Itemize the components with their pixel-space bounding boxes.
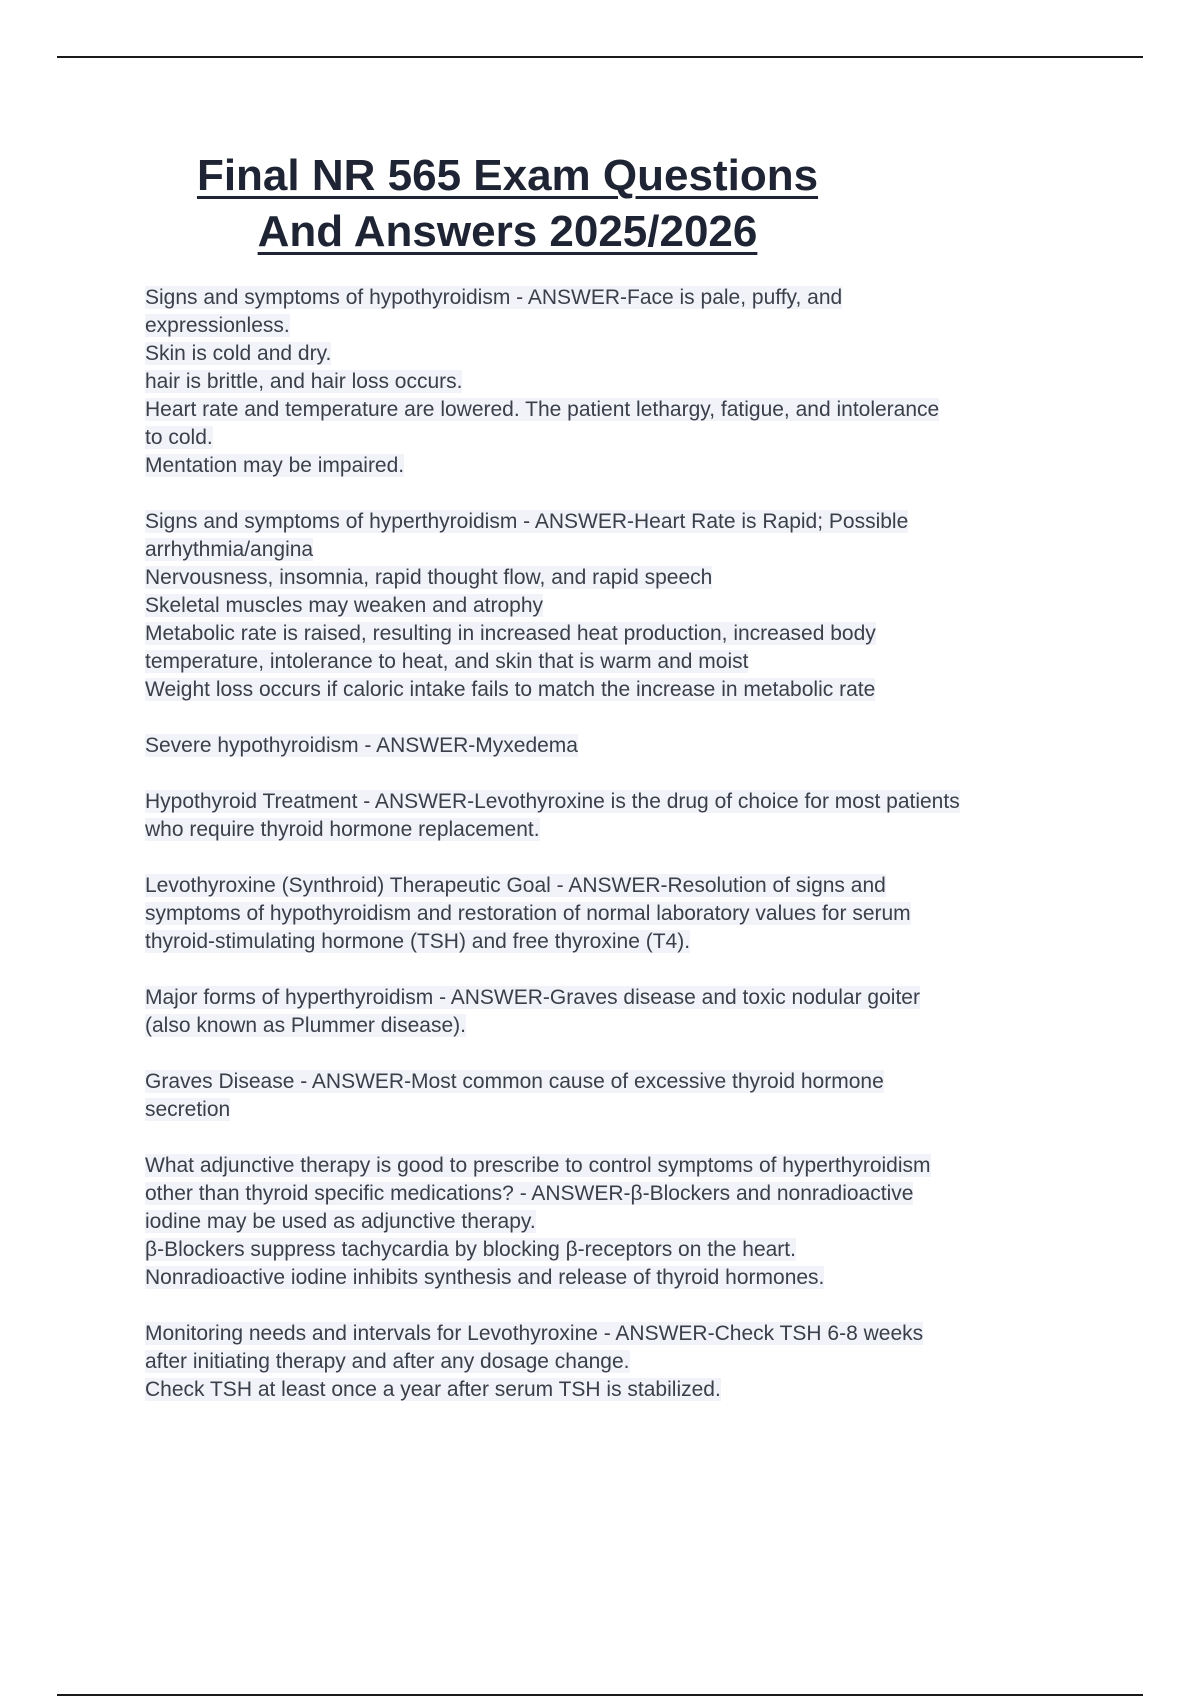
qa-line xyxy=(145,452,1095,480)
qa-line xyxy=(145,1012,1095,1040)
qa-line xyxy=(145,620,1095,648)
qa-line xyxy=(145,284,1095,312)
qa-line xyxy=(145,732,1095,760)
qa-line-text: secretion xyxy=(145,1098,231,1121)
qa-line-text: Skeletal muscles may weaken and atrophy xyxy=(145,594,544,617)
qa-line-text: Mentation may be impaired. xyxy=(145,454,405,477)
qa-line xyxy=(145,1096,1095,1124)
qa-line-text: temperature, intolerance to heat, and skin that is warm and moist xyxy=(145,650,749,673)
qa-item xyxy=(145,1068,1095,1124)
qa-line-text: Major forms of hyperthyroidism - ANSWER-Graves disease and toxic nodular goiter xyxy=(145,986,920,1009)
bottom-divider xyxy=(57,1694,1143,1696)
qa-line-text: hair is brittle, and hair loss occurs. xyxy=(145,370,463,393)
qa-line xyxy=(145,368,1095,396)
qa-line xyxy=(145,984,1095,1012)
qa-line xyxy=(145,788,1095,816)
title-line-1: Final NR 565 Exam Questions xyxy=(196,151,819,200)
qa-line-text: after initiating therapy and after any dosage change. xyxy=(145,1350,630,1373)
qa-line-text: Metabolic rate is raised, resulting in increased heat production, increased body xyxy=(145,622,876,645)
qa-line xyxy=(145,508,1095,536)
qa-line xyxy=(145,424,1095,452)
qa-line-text: Levothyroxine (Synthroid) Therapeutic Goal - ANSWER-Resolution of signs and xyxy=(145,874,886,897)
qa-line-text: Signs and symptoms of hyperthyroidism - ANSWER-Heart Rate is Rapid; Possible xyxy=(145,510,909,533)
qa-line xyxy=(145,676,1095,704)
qa-line xyxy=(145,536,1095,564)
title-line-2: And Answers 2025/2026 xyxy=(257,207,758,256)
qa-line-text: other than thyroid specific medications? - ANSWER-β-Blockers and nonradioactive xyxy=(145,1182,914,1205)
qa-item xyxy=(145,1152,1095,1292)
qa-line xyxy=(145,312,1095,340)
qa-list xyxy=(145,284,1095,1432)
qa-line-text: Graves Disease - ANSWER-Most common cause of excessive thyroid hormone xyxy=(145,1070,884,1093)
document-title xyxy=(100,148,915,260)
qa-line-text: arrhythmia/angina xyxy=(145,538,314,561)
qa-line xyxy=(145,1180,1095,1208)
qa-line xyxy=(145,1152,1095,1180)
qa-line xyxy=(145,928,1095,956)
qa-line-text: Nervousness, insomnia, rapid thought flow, and rapid speech xyxy=(145,566,713,589)
qa-item xyxy=(145,284,1095,480)
qa-item xyxy=(145,732,1095,760)
qa-line-text: What adjunctive therapy is good to prescribe to control symptoms of hyperthyroidism xyxy=(145,1154,931,1177)
qa-line-text: Heart rate and temperature are lowered. The patient lethargy, fatigue, and intolerance xyxy=(145,398,940,421)
qa-line xyxy=(145,1320,1095,1348)
qa-line xyxy=(145,1208,1095,1236)
qa-line-text: Monitoring needs and intervals for Levothyroxine - ANSWER-Check TSH 6-8 weeks xyxy=(145,1322,924,1345)
qa-line xyxy=(145,1348,1095,1376)
qa-line-text: thyroid-stimulating hormone (TSH) and free thyroxine (T4). xyxy=(145,930,691,953)
top-divider xyxy=(57,56,1143,58)
qa-line xyxy=(145,1376,1095,1404)
qa-line-text: Weight loss occurs if caloric intake fails to match the increase in metabolic rate xyxy=(145,678,876,701)
qa-line-text: iodine may be used as adjunctive therapy. xyxy=(145,1210,536,1233)
qa-line xyxy=(145,1068,1095,1096)
qa-item xyxy=(145,788,1095,844)
qa-line xyxy=(145,900,1095,928)
qa-item xyxy=(145,872,1095,956)
qa-line xyxy=(145,340,1095,368)
qa-line xyxy=(145,592,1095,620)
qa-line-text: who require thyroid hormone replacement. xyxy=(145,818,540,841)
qa-item xyxy=(145,984,1095,1040)
qa-line-text: Nonradioactive iodine inhibits synthesis and release of thyroid hormones. xyxy=(145,1266,825,1289)
qa-line xyxy=(145,396,1095,424)
qa-line-text: Severe hypothyroidism - ANSWER-Myxedema xyxy=(145,734,578,757)
qa-line xyxy=(145,816,1095,844)
qa-line-text: Check TSH at least once a year after serum TSH is stabilized. xyxy=(145,1378,721,1401)
qa-line-text: symptoms of hypothyroidism and restoration of normal laboratory values for serum xyxy=(145,902,911,925)
qa-line xyxy=(145,1264,1095,1292)
qa-line xyxy=(145,872,1095,900)
qa-line-text: to cold. xyxy=(145,426,213,449)
qa-line xyxy=(145,648,1095,676)
qa-line xyxy=(145,1236,1095,1264)
qa-line-text: Hypothyroid Treatment - ANSWER-Levothyroxine is the drug of choice for most patients xyxy=(145,790,960,813)
qa-line-text: Skin is cold and dry. xyxy=(145,342,332,365)
qa-line-text: β-Blockers suppress tachycardia by blocking β-receptors on the heart. xyxy=(145,1238,796,1261)
qa-line xyxy=(145,564,1095,592)
qa-line-text: expressionless. xyxy=(145,314,290,337)
qa-item xyxy=(145,1320,1095,1404)
qa-line-text: Signs and symptoms of hypothyroidism - ANSWER-Face is pale, puffy, and xyxy=(145,286,843,309)
qa-line-text: (also known as Plummer disease). xyxy=(145,1014,466,1037)
qa-item xyxy=(145,508,1095,704)
